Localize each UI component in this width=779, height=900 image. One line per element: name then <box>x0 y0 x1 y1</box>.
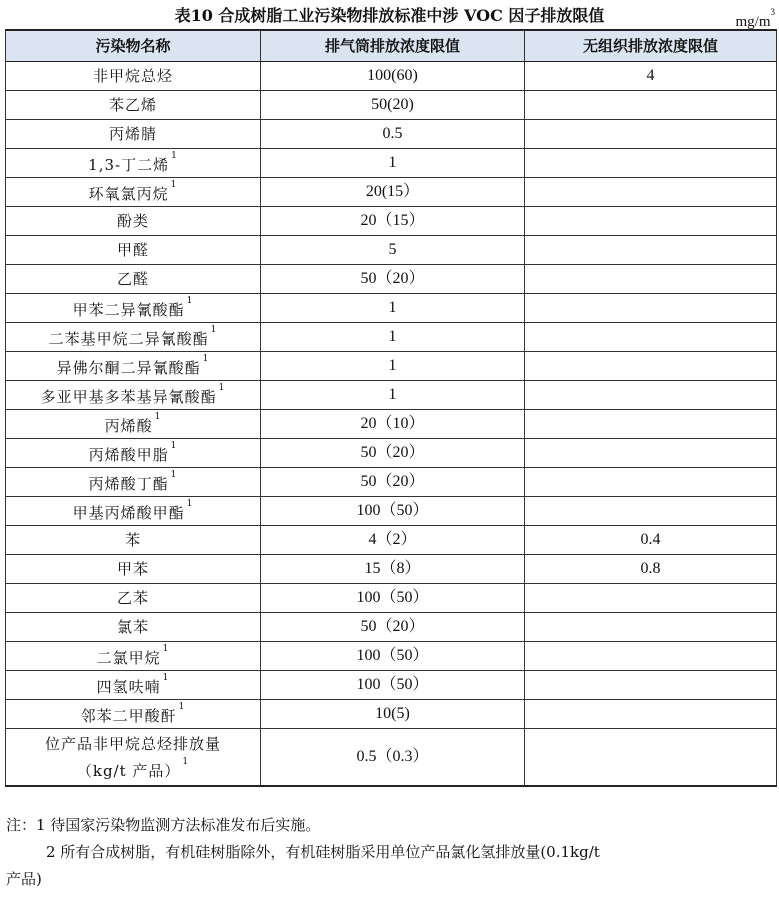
fugitive-limit-value <box>525 381 777 410</box>
table-caption <box>0 6 779 28</box>
pollutant-name-text: 四氢呋喃 <box>96 677 161 696</box>
pollutant-name <box>6 294 261 323</box>
fugitive-limit-value <box>525 207 777 236</box>
footnote-marker: 1 <box>186 295 194 306</box>
note-2: 2 所有合成树脂，有机硅树脂除外，有机硅树脂采用单位产品氯化氢排放量(0.1kg/t <box>46 843 600 861</box>
pollutant-name-text: 邻苯二甲酸酐 <box>80 706 177 725</box>
stack-limit-value: 100(60) <box>261 62 525 91</box>
stack-limit-value: 100（50） <box>261 671 525 700</box>
table-row <box>6 149 777 178</box>
table-row <box>6 613 777 642</box>
pollutant-name <box>6 584 261 613</box>
table-row <box>6 207 777 236</box>
stack-limit-value: 20（15） <box>261 207 525 236</box>
table-row <box>6 178 777 207</box>
stack-limit-value: 50（20） <box>261 439 525 468</box>
table-row <box>6 236 777 265</box>
footnote-marker: 1 <box>202 353 210 364</box>
stack-limit-value: 50（20） <box>261 265 525 294</box>
footnote-marker: 1 <box>154 411 162 422</box>
pollutant-name <box>6 613 261 642</box>
pollutant-name <box>6 323 261 352</box>
fugitive-limit-value <box>525 236 777 265</box>
pollutant-name <box>6 468 261 497</box>
fugitive-limit-value <box>525 178 777 207</box>
pollutant-name <box>6 671 261 700</box>
pollutant-name <box>6 729 261 787</box>
pollutant-name <box>6 526 261 555</box>
table-row <box>6 62 777 91</box>
fugitive-limit-value: 4 <box>525 62 777 91</box>
table-row <box>6 120 777 149</box>
table-body <box>6 62 777 729</box>
table-header-row <box>6 30 777 62</box>
stack-limit-value: 1 <box>261 294 525 323</box>
pollutant-name-line2 <box>8 756 258 783</box>
footnote-marker: 1 <box>162 643 170 654</box>
pollutant-name-text: 苯 <box>124 531 141 549</box>
note-2-continued: 产品) <box>6 870 42 888</box>
pollutant-name-text: 丙烯腈 <box>108 125 157 143</box>
pollutant-name-text: 环氧氯丙烷 <box>88 184 169 203</box>
pollutant-name <box>6 149 261 178</box>
footnote-marker: 1 <box>186 498 194 509</box>
pollutant-name-text: 甲苯 <box>116 560 149 578</box>
pollutant-name-text: 多亚甲基多苯基异氰酸酯 <box>40 387 217 406</box>
pollutant-name-text: 甲基丙烯酸甲酯 <box>72 503 185 522</box>
pollutant-name <box>6 439 261 468</box>
footnote-marker: 1 <box>178 701 186 712</box>
pollutant-name-line1: 位产品非甲烷总烃排放量 <box>44 734 221 753</box>
stack-limit-value: 50（20） <box>261 613 525 642</box>
stack-limit-value: 5 <box>261 236 525 265</box>
fugitive-limit-value <box>525 265 777 294</box>
pollutant-name-text: 二氯甲烷 <box>96 648 161 667</box>
table-row <box>6 584 777 613</box>
pollutant-name-text: 丙烯酸丁酯 <box>88 474 169 493</box>
table-row <box>6 526 777 555</box>
fugitive-limit-value <box>525 729 777 787</box>
table-title: 表10 合成树脂工业污染物排放标准中涉 VOC 因子排放限值 <box>174 6 605 25</box>
fugitive-limit-value <box>525 497 777 526</box>
stack-limit-value: 0.5（0.3） <box>261 729 525 787</box>
table-row <box>6 265 777 294</box>
fugitive-limit-value <box>525 91 777 120</box>
stack-limit-value: 1 <box>261 352 525 381</box>
stack-limit-value: 4（2） <box>261 526 525 555</box>
header-fugitive-limit: 无组织排放浓度限值 <box>525 30 777 62</box>
table-row <box>6 352 777 381</box>
footnote-marker: 1 <box>170 179 178 190</box>
fugitive-limit-value <box>525 468 777 497</box>
note-1: 注：1 待国家污染物监测方法标准发布后实施。 <box>6 816 321 834</box>
table-row <box>6 642 777 671</box>
pollutant-name <box>6 381 261 410</box>
table-row <box>6 468 777 497</box>
pollutant-name-text: 二苯基甲烷二异氰酸酯 <box>48 329 209 348</box>
fugitive-limit-value <box>525 149 777 178</box>
fugitive-limit-value <box>525 671 777 700</box>
fugitive-limit-value <box>525 323 777 352</box>
footnote-marker: 1 <box>170 469 178 480</box>
stack-limit-value: 50（20） <box>261 468 525 497</box>
stack-limit-value: 0.5 <box>261 120 525 149</box>
table-notes <box>6 812 772 893</box>
footnote-marker: 1 <box>182 756 190 767</box>
unit-label <box>735 8 775 31</box>
table-row <box>6 671 777 700</box>
pollutant-name <box>6 178 261 207</box>
table-row-unit-product <box>6 729 777 787</box>
table-row <box>6 381 777 410</box>
stack-limit-value: 100（50） <box>261 497 525 526</box>
footnote-marker: 1 <box>171 150 178 161</box>
emission-limits-table <box>5 29 777 787</box>
stack-limit-value: 1 <box>261 149 525 178</box>
pollutant-name <box>6 91 261 120</box>
stack-limit-value: 10(5) <box>261 700 525 729</box>
pollutant-name <box>6 236 261 265</box>
stack-limit-value: 1 <box>261 381 525 410</box>
pollutant-name <box>6 642 261 671</box>
footnote-marker: 1 <box>218 382 226 393</box>
fugitive-limit-value <box>525 700 777 729</box>
stack-limit-value: 20(15） <box>261 178 525 207</box>
pollutant-name-text: 丙烯酸甲脂 <box>88 445 169 464</box>
stack-limit-value: 100（50） <box>261 584 525 613</box>
pollutant-name-text: 1,3-丁二烯 <box>88 155 170 174</box>
unit-base: mg/m <box>735 14 771 30</box>
stack-limit-value: 20（10） <box>261 410 525 439</box>
table-row <box>6 323 777 352</box>
pollutant-name <box>6 62 261 91</box>
pollutant-name-text: 甲醛 <box>116 241 149 259</box>
unit-superscript: 3 <box>770 7 775 17</box>
footnote-marker: 1 <box>170 440 178 451</box>
pollutant-name-text: 酚类 <box>116 212 149 230</box>
fugitive-limit-value: 0.4 <box>525 526 777 555</box>
pollutant-name-text: 乙醛 <box>116 270 149 288</box>
fugitive-limit-value <box>525 584 777 613</box>
pollutant-name-line2-text: （kg/t 产品） <box>76 761 181 780</box>
pollutant-name <box>6 555 261 584</box>
fugitive-limit-value <box>525 120 777 149</box>
footnote-marker: 1 <box>210 324 218 335</box>
table-row <box>6 555 777 584</box>
fugitive-limit-value <box>525 294 777 323</box>
fugitive-limit-value <box>525 352 777 381</box>
pollutant-name <box>6 120 261 149</box>
pollutant-name <box>6 265 261 294</box>
pollutant-name-text: 甲苯二异氰酸酯 <box>72 300 185 319</box>
table-row <box>6 439 777 468</box>
fugitive-limit-value <box>525 439 777 468</box>
fugitive-limit-value <box>525 642 777 671</box>
pollutant-name <box>6 700 261 729</box>
table-row <box>6 294 777 323</box>
pollutant-name <box>6 352 261 381</box>
stack-limit-value: 50(20) <box>261 91 525 120</box>
stack-limit-value: 100（50） <box>261 642 525 671</box>
stack-limit-value: 15（8） <box>261 555 525 584</box>
fugitive-limit-value: 0.8 <box>525 555 777 584</box>
pollutant-name <box>6 497 261 526</box>
footnote-marker: 1 <box>162 672 170 683</box>
fugitive-limit-value <box>525 410 777 439</box>
pollutant-name-text: 丙烯酸 <box>104 416 153 435</box>
fugitive-limit-value <box>525 613 777 642</box>
pollutant-name-text: 非甲烷总烃 <box>92 67 173 85</box>
pollutant-name-text: 苯乙烯 <box>108 96 157 114</box>
table-row <box>6 497 777 526</box>
table-row <box>6 410 777 439</box>
table-row <box>6 700 777 729</box>
pollutant-name-text: 异佛尔酮二异氰酸酯 <box>56 358 201 377</box>
pollutant-name <box>6 207 261 236</box>
pollutant-name-text: 乙苯 <box>116 589 149 607</box>
pollutant-name-text: 氯苯 <box>116 618 149 636</box>
header-stack-limit: 排气筒排放浓度限值 <box>261 30 525 62</box>
header-pollutant-name: 污染物名称 <box>6 30 261 62</box>
stack-limit-value: 1 <box>261 323 525 352</box>
pollutant-name <box>6 410 261 439</box>
table-row <box>6 91 777 120</box>
